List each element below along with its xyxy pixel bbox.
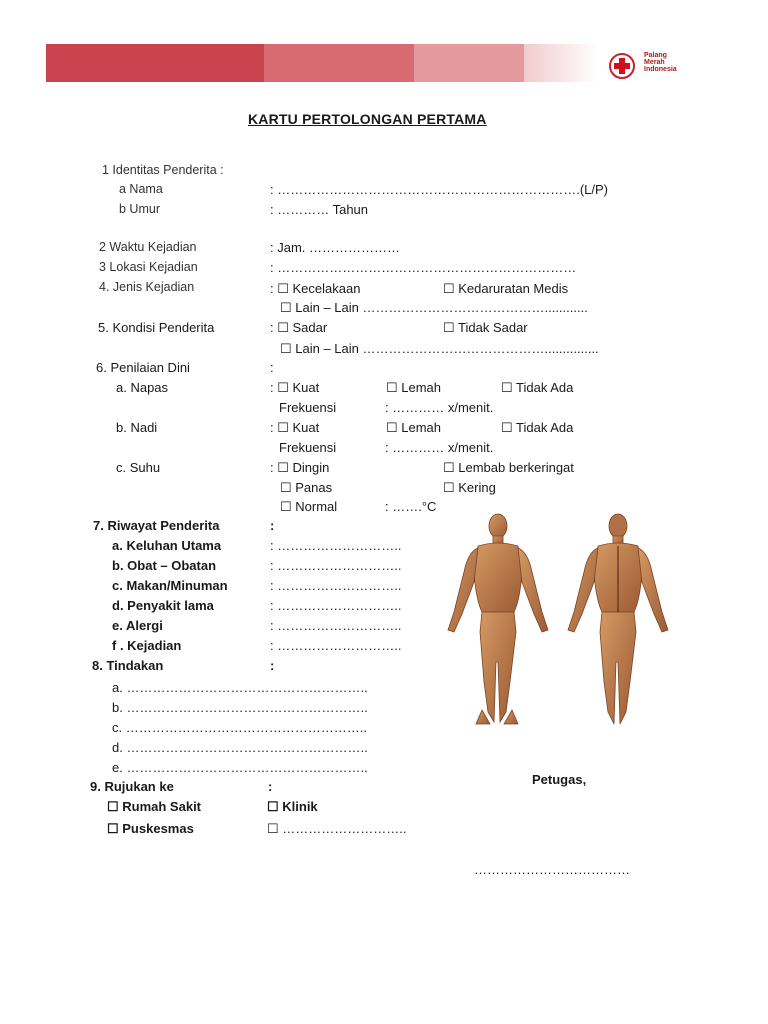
- anatomy-figures: [440, 512, 680, 730]
- time-label: 2 Waktu Kejadian: [99, 240, 197, 254]
- checkbox-napas-tidak-ada[interactable]: ☐ Tidak Ada: [501, 380, 574, 395]
- history-item-label: b. Obat – Obatan: [112, 558, 217, 573]
- age-label: b Umur: [119, 202, 160, 216]
- checkbox-puskesmas[interactable]: ☐ Puskesmas: [107, 821, 194, 836]
- location-field[interactable]: : ……………………………………………………………: [270, 260, 577, 275]
- pulse-frequency-label: Frekuensi: [279, 440, 337, 455]
- colon: :: [270, 360, 274, 375]
- history-item-label: f . Kejadian: [112, 638, 182, 653]
- logo-text: Palang Merah Indonesia: [644, 52, 677, 73]
- checkbox-napas-lemah[interactable]: ☐ Lemah: [386, 380, 442, 395]
- temperature-field[interactable]: : …….°C: [385, 499, 437, 514]
- initial-assessment-label: 6. Penilaian Dini: [96, 360, 190, 375]
- action-line[interactable]: e. ………………………………………………..: [112, 760, 368, 775]
- history-item-label: d. Penyakit lama: [112, 598, 214, 613]
- breath-frequency-label: Frekuensi: [279, 400, 337, 415]
- history-label: 7. Riwayat Penderita: [93, 518, 220, 533]
- checkbox-napas-kuat[interactable]: : ☐ Kuat: [270, 380, 320, 395]
- checkbox-nadi-lemah[interactable]: ☐ Lemah: [386, 420, 442, 435]
- name-label: a Nama: [119, 182, 163, 196]
- banner-segment: [46, 44, 264, 82]
- location-label: 3 Lokasi Kejadian: [99, 260, 198, 274]
- time-field[interactable]: : Jam. …………………: [270, 240, 401, 255]
- colon: :: [270, 518, 275, 533]
- action-line[interactable]: d. ………………………………………………..: [112, 740, 368, 755]
- checkbox-klinik[interactable]: ☐ Klinik: [267, 799, 318, 814]
- name-field[interactable]: : …………………………………………………………….(L/P): [270, 182, 609, 197]
- pulse-label: b. Nadi: [116, 420, 158, 435]
- action-line[interactable]: c. ………………………………………………..: [112, 720, 367, 735]
- checkbox-lembab-berkeringat[interactable]: ☐ Lembab berkeringat: [443, 460, 574, 475]
- checkbox-panas[interactable]: ☐ Panas: [280, 480, 333, 495]
- checkbox-nadi-kuat[interactable]: : ☐ Kuat: [270, 420, 320, 435]
- pulse-frequency-field[interactable]: : ………… x/menit.: [385, 440, 494, 455]
- history-item-label: c. Makan/Minuman: [112, 578, 228, 593]
- checkbox-sadar[interactable]: : ☐ Sadar: [270, 320, 328, 335]
- history-item-field[interactable]: : ………………………..: [270, 538, 402, 553]
- condition-label: 5. Kondisi Penderita: [98, 320, 215, 335]
- action-line[interactable]: a. ………………………………………………..: [112, 680, 368, 695]
- referral-label: 9. Rujukan ke: [90, 779, 174, 794]
- history-item-field[interactable]: : ………………………..: [270, 558, 402, 573]
- colon: :: [270, 658, 275, 673]
- history-item-field[interactable]: : ………………………..: [270, 618, 402, 633]
- red-cross-icon: [606, 50, 642, 82]
- breath-frequency-field[interactable]: : ………… x/menit.: [385, 400, 494, 415]
- history-item-field[interactable]: : ………………………..: [270, 578, 402, 593]
- history-item-field[interactable]: : ………………………..: [270, 638, 402, 653]
- history-item-label: e. Alergi: [112, 618, 163, 633]
- checkbox-rumah-sakit[interactable]: ☐ Rumah Sakit: [107, 799, 202, 814]
- checkbox-kering[interactable]: ☐ Kering: [443, 480, 496, 495]
- checkbox-lain-lain-kondisi[interactable]: ☐ Lain – Lain ……………………………………...............: [280, 341, 599, 356]
- action-label: 8. Tindakan: [92, 658, 164, 673]
- checkbox-normal[interactable]: ☐ Normal: [280, 499, 338, 514]
- checkbox-kecelakaan[interactable]: : ☐ Kecelakaan: [270, 281, 361, 296]
- banner-segment: [414, 44, 524, 82]
- identity-heading: 1 Identitas Penderita :: [102, 163, 224, 177]
- checkbox-kedaruratan-medis[interactable]: ☐ Kedaruratan Medis: [443, 281, 569, 296]
- back-body-figure: [568, 514, 668, 724]
- incident-type-label: 4. Jenis Kejadian: [99, 280, 195, 294]
- action-line[interactable]: b. ………………………………………………..: [112, 700, 368, 715]
- checkbox-lain-lain[interactable]: ☐ Lain – Lain ……………………………………............: [280, 300, 588, 315]
- banner-segment: [524, 44, 598, 82]
- checkbox-other-referral[interactable]: ☐ ………………………..: [267, 821, 407, 836]
- colon: :: [268, 779, 273, 794]
- checkbox-tidak-sadar[interactable]: ☐ Tidak Sadar: [443, 320, 528, 335]
- page-title: KARTU PERTOLONGAN PERTAMA: [248, 111, 487, 127]
- officer-label: Petugas,: [532, 772, 587, 787]
- signature-line[interactable]: ………………………………: [474, 862, 630, 877]
- checkbox-nadi-tidak-ada[interactable]: ☐ Tidak Ada: [501, 420, 574, 435]
- temperature-label: c. Suhu: [116, 460, 161, 475]
- front-body-figure: [448, 514, 548, 724]
- age-field[interactable]: : ………… Tahun: [270, 202, 369, 217]
- history-item-label: a. Keluhan Utama: [112, 538, 222, 553]
- banner-segment: [264, 44, 414, 82]
- history-item-field[interactable]: : ………………………..: [270, 598, 402, 613]
- breath-label: a. Napas: [116, 380, 169, 395]
- header-banner: [46, 44, 598, 82]
- checkbox-dingin[interactable]: : ☐ Dingin: [270, 460, 330, 475]
